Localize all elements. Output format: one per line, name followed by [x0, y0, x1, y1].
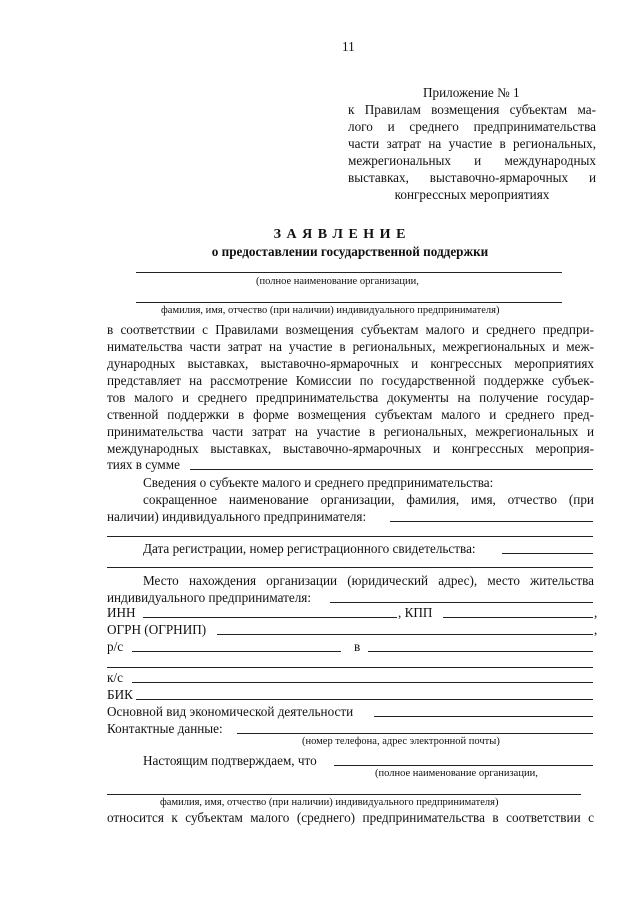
okved-field[interactable]: [374, 716, 593, 717]
body-line: представляет на рассмотрение Комиссии по государственной поддержке субъек-: [107, 373, 594, 388]
org-name-hint: (полное наименование организации,: [256, 276, 419, 287]
bik-field[interactable]: [136, 699, 593, 700]
amount-field[interactable]: [190, 469, 593, 470]
registration-field-2[interactable]: [107, 567, 593, 568]
address-label-line1: Место нахождения организации (юридический адрес), место жительства: [143, 573, 594, 588]
bank-in-label: в: [354, 639, 361, 654]
short-name-field-2[interactable]: [107, 536, 593, 537]
document-title: З А Я В Л Е Н И Е: [273, 227, 407, 242]
short-name-label-line2: наличии) индивидуального предпринимателя:: [107, 509, 367, 524]
appendix-line: межрегиональных и международных: [348, 153, 596, 168]
okved-label: Основной вид экономической деятельности: [107, 704, 354, 719]
ks-field[interactable]: [132, 682, 593, 683]
appendix-line: конгрессных мероприятиях: [394, 187, 550, 202]
page-number: 11: [342, 39, 355, 54]
kpp-label: , КПП: [398, 605, 433, 620]
registration-field[interactable]: [502, 553, 593, 554]
bank-field-2[interactable]: [107, 667, 593, 668]
amount-label: тиях в сумме: [107, 457, 180, 472]
ip-name-line[interactable]: [136, 302, 562, 303]
ks-label: к/с: [107, 670, 123, 685]
confirm-label: Настоящим подтверждаем, что: [143, 753, 317, 768]
appendix-line: к Правилам возмещения субъектам ма-: [348, 102, 596, 117]
confirm-ip-field[interactable]: [107, 794, 581, 795]
ip-name-hint: фамилия, имя, отчество (при наличии) индивидуального предпринимателя): [161, 305, 500, 316]
confirm-org-hint: (полное наименование организации,: [375, 768, 538, 779]
inn-label: ИНН: [107, 605, 136, 620]
address-label-line2: индивидуального предпринимателя:: [107, 590, 312, 605]
body-line: ственной поддержки в форме возмещения субъектам малого и среднего пред-: [107, 407, 594, 422]
ogrn-label: ОГРН (ОГРНИП): [107, 622, 207, 637]
rs-label: р/с: [107, 639, 124, 654]
kpp-comma: ,: [594, 605, 598, 620]
info-heading: Сведения о субъекте малого и среднего предпринимательства:: [143, 475, 494, 490]
bank-field[interactable]: [368, 651, 593, 652]
body-line: международных выставках, выставочно-ярмарочных и конгрессных мероприя-: [107, 441, 594, 456]
body-line: принимательства части затрат на участие в региональных, межрегиональных и: [107, 424, 594, 439]
body-line: нимательства части затрат на участие в региональных, межрегиональных и меж-: [107, 339, 594, 354]
appendix-line: части затрат на участие в региональных,: [348, 136, 596, 151]
appendix-title: Приложение № 1: [423, 85, 520, 100]
body-line: дународных выставках, выставочно-ярмарочных и конгрессных мероприятиях: [107, 356, 594, 371]
confirm-org-field[interactable]: [334, 765, 593, 766]
short-name-label-line1: сокращенное наименование организации, фамилия, имя, отчество (при: [143, 492, 594, 507]
document-subtitle: о предоставлении государственной поддержки: [211, 244, 489, 259]
org-name-line[interactable]: [136, 272, 562, 273]
body-line: в соответствии с Правилами возмещения субъектам малого и среднего предпри-: [107, 322, 594, 337]
bik-label: БИК: [107, 687, 133, 702]
address-field[interactable]: [330, 602, 593, 603]
kpp-field[interactable]: [443, 617, 593, 618]
ogrn-comma: ,: [594, 622, 598, 637]
contacts-label: Контактные данные:: [107, 721, 223, 736]
appendix-line: выставках, выставочно-ярмарочных и: [348, 170, 596, 185]
body-line: тов малого и среднего предпринимательства документы на получение государ-: [107, 390, 594, 405]
closing-line: относится к субъектам малого (среднего) предпринимательства в соответствии с: [107, 810, 594, 825]
appendix-line: лого и среднего предпринимательства: [348, 119, 596, 134]
contacts-field[interactable]: [237, 733, 593, 734]
inn-field[interactable]: [143, 617, 397, 618]
short-name-field[interactable]: [390, 521, 593, 522]
registration-label: Дата регистрации, номер регистрационного свидетельства:: [143, 541, 476, 556]
ogrn-field[interactable]: [217, 634, 593, 635]
contacts-hint: (номер телефона, адрес электронной почты): [302, 736, 500, 747]
confirm-ip-hint: фамилия, имя, отчество (при наличии) индивидуального предпринимателя): [160, 797, 499, 808]
rs-field[interactable]: [132, 651, 341, 652]
